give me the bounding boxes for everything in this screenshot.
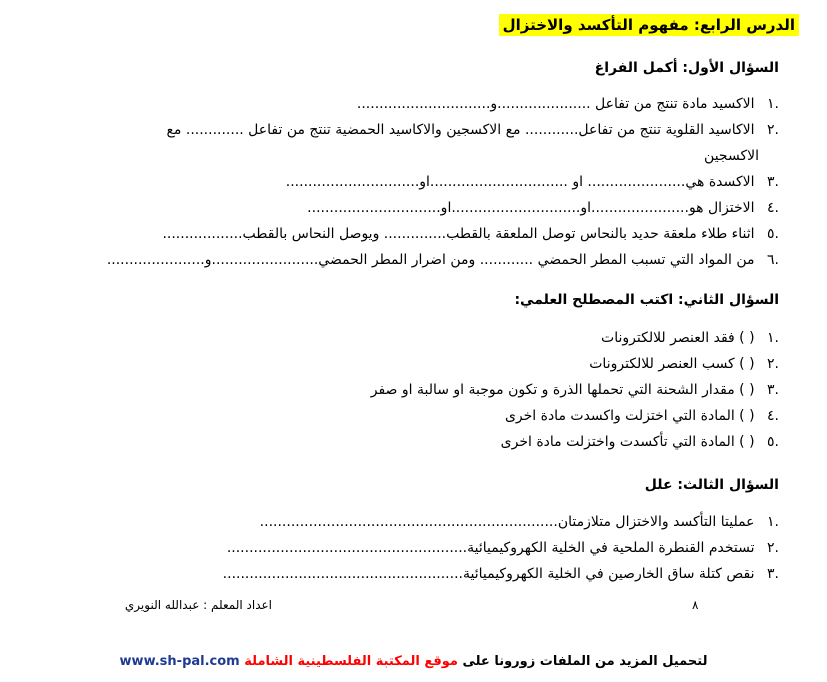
q3-item-2-number: .٢ (767, 540, 779, 556)
q1-item-5-number: .٥ (767, 226, 779, 242)
q1-item-3-text: الاكسدة هي...................... او ...............................او.............................. (285, 174, 755, 190)
q3-item-2 (227, 540, 779, 556)
q1-item-5-text: اثناء طلاء ملعقة حديد بالنحاس توصل الملعقة بالقطب.............. ويوصل النحاس بالقطب.................. (162, 226, 755, 242)
q2-item-1-text: ( ) فقد العنصر للالكترونات (601, 330, 755, 346)
q3-item-3 (223, 566, 779, 582)
q1-item-6-text: من المواد التي تسبب المطر الحمضي ............ ومن اضرار المطر الحمضي........................و...................... (106, 252, 755, 268)
q1-item-3 (286, 174, 779, 190)
q3-item-1-text: عمليتا التأكسد والاختزال متلازمتان................................................................... (259, 514, 755, 530)
q1-item-1 (357, 96, 779, 112)
q3-item-2-text: تستخدم القنطرة الملحية في الخلية الكهروكيميائية...................................................... (226, 540, 755, 556)
q1-heading: السؤال الأول: أكمل الفراغ (594, 60, 779, 76)
q1-item-3-number: .٣ (767, 174, 779, 190)
footer-url-link[interactable]: www.sh-pal.com (119, 654, 240, 669)
lesson-title: الدرس الرابع: مفهوم التأكسد والاختزال (499, 14, 799, 36)
q1-item-1-text: الاكسيد مادة تنتج من تفاعل .....................و.............................. (356, 96, 755, 112)
q2-item-2-number: .٢ (767, 356, 779, 372)
q3-heading: السؤال الثالث: علل (644, 477, 779, 493)
q1-item-4 (307, 200, 779, 216)
q1-item-6 (107, 252, 779, 268)
q2-heading: السؤال الثاني: اكتب المصطلح العلمي: (514, 292, 779, 308)
q1-item-2-text: الاكاسيد القلوية تنتج من تفاعل............ مع الاكسجين والاكاسيد الحمضية تنتج من تفاعل ............. مع (166, 122, 755, 138)
q1-item-2-number: .٢ (767, 122, 779, 138)
q1-item-5 (162, 226, 779, 242)
q1-item-6-number: .٦ (767, 252, 779, 268)
q3-item-3-text: نقص كتلة ساق الخارصين في الخلية الكهروكيميائية...................................................... (222, 566, 755, 582)
prepared-by: اعداد المعلم : عبدالله النويري (124, 598, 272, 612)
q2-item-3 (371, 382, 779, 398)
q2-item-4-number: .٤ (767, 408, 779, 424)
q2-item-3-text: ( ) مقدار الشحنة التي تحملها الذرة و تكون موجبة او سالبة او صفر (370, 382, 755, 398)
page-number: ٨ (692, 598, 699, 612)
q3-item-1 (260, 514, 779, 530)
q1-item-2-continuation-text: الاكسجين (704, 148, 759, 164)
q2-item-2 (589, 356, 779, 372)
q2-item-4-text: ( ) المادة التي اختزلت واكسدت مادة اخرى (504, 408, 755, 424)
footer-text: لتحميل المزيد من الملفات زورونا على (462, 654, 708, 669)
q2-item-5-text: ( ) المادة التي تأكسدت واختزلت مادة اخرى (500, 434, 755, 450)
q2-item-4 (505, 408, 779, 424)
footer-site-name[interactable]: موقع المكتبة الفلسطينية الشاملة (244, 654, 458, 669)
q3-item-1-number: .١ (767, 514, 779, 530)
q2-item-5-number: .٥ (767, 434, 779, 450)
q2-item-1 (601, 330, 779, 346)
q1-item-4-text: الاختزال هو......................او.............................او.............................. (307, 200, 755, 216)
q2-item-5 (501, 434, 779, 450)
q1-item-2 (166, 122, 779, 138)
q2-item-1-number: .١ (767, 330, 779, 346)
q1-item-2-continuation (704, 148, 759, 164)
q1-item-4-number: .٤ (767, 200, 779, 216)
q2-item-2-text: ( ) كسب العنصر للالكترونات (589, 356, 755, 372)
q1-item-1-number: .١ (767, 96, 779, 112)
download-footer[interactable] (0, 654, 827, 669)
q2-item-3-number: .٣ (767, 382, 779, 398)
q3-item-3-number: .٣ (767, 566, 779, 582)
